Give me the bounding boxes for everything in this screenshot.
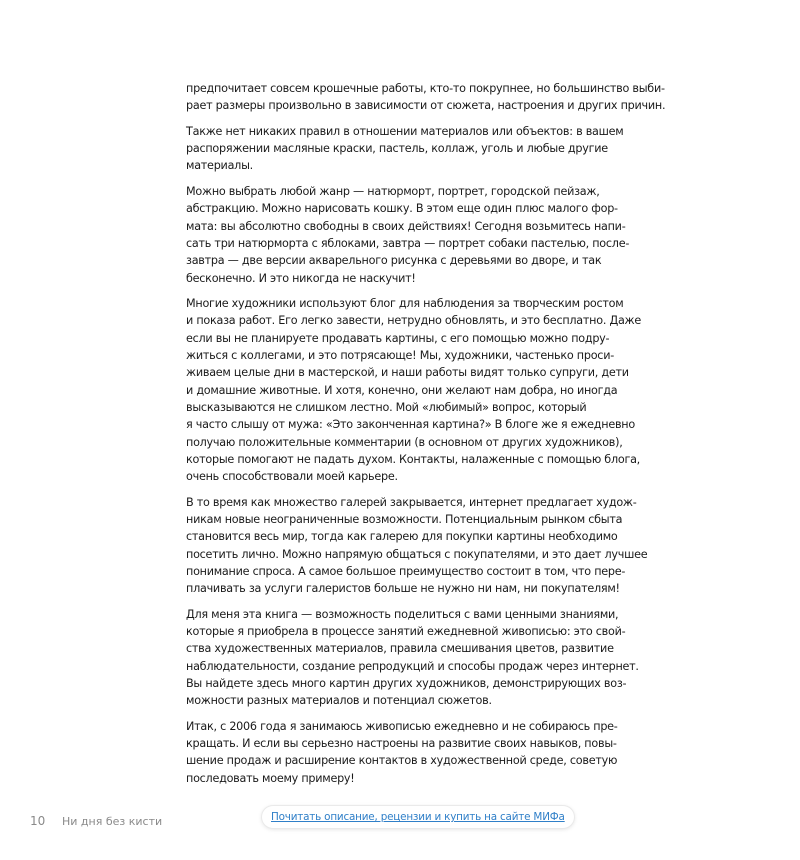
text-line: становится весь мир, тогда как галерею для покупки картины необходимо bbox=[186, 530, 618, 544]
text-line: Также нет никаких правил в отношении материалов или объектов: в вашем bbox=[186, 124, 624, 138]
text-line: можности разных материалов и потенциал сюжетов. bbox=[186, 694, 492, 708]
text-line: сать три натюрморта с яблоками, завтра — портрет собаки пастелью, после- bbox=[186, 236, 630, 250]
paragraph bbox=[186, 183, 630, 287]
text-line: посетить лично. Можно напрямую общаться с покупателями, и это дает лучшее bbox=[186, 547, 648, 561]
text-line: ства художественных материалов, правила смешивания цветов, развитие bbox=[186, 642, 614, 656]
text-line: которые помогают не падать духом. Контакты, налаженные с помощью блога, bbox=[186, 452, 640, 466]
text-line: абстракцию. Можно нарисовать кошку. В этом еще один плюс малого фор- bbox=[186, 202, 618, 216]
text-line: и домашние животные. И хотя, конечно, они желают нам добра, но иногда bbox=[186, 383, 618, 397]
text-line: понимание спроса. А самое большое преимущество состоит в том, что пере- bbox=[186, 564, 626, 578]
text-line: наблюдательности, создание репродукций и способы продаж через интернет. bbox=[186, 659, 639, 673]
text-line: Многие художники используют блог для наблюдения за творческим ростом bbox=[186, 297, 624, 311]
text-line: завтра — две версии акварельного рисунка с деревьями во дворе, и так bbox=[186, 254, 602, 268]
text-line: бесконечно. И это никогда не наскучит! bbox=[186, 271, 416, 285]
text-line: Вы найдете здесь много картин других художников, демонстрирующих воз- bbox=[186, 676, 627, 690]
page-number: 10 bbox=[30, 814, 46, 828]
text-line: мата: вы абсолютно свободны в своих действиях! Сегодня возьмитесь напи- bbox=[186, 219, 626, 233]
text-line: если вы не планируете продавать картины, с его помощью можно подру- bbox=[186, 331, 610, 345]
text-line: очень способствовали моей карьере. bbox=[186, 470, 398, 484]
text-line: и показа работ. Его легко завести, нетрудно обновлять, и это бесплатно. Даже bbox=[186, 314, 642, 328]
text-line: последовать моему примеру! bbox=[186, 771, 355, 785]
text-line: живаем целые дни в мастерской, и наши работы видят только супруги, дети bbox=[186, 366, 629, 380]
running-footer-title: Ни дня без кисти bbox=[62, 815, 163, 828]
paragraph bbox=[186, 123, 624, 175]
text-line: кращать. И если вы серьезно настроены на развитие своих навыков, повы- bbox=[186, 737, 617, 751]
buy-on-mif-link[interactable]: Почитать описание, рецензии и купить на сайте МИФа bbox=[262, 806, 574, 828]
text-line: материалы. bbox=[186, 159, 253, 173]
text-line: рает размеры произвольно в зависимости от сюжета, настроения и других причин. bbox=[186, 99, 666, 113]
paragraph bbox=[186, 295, 642, 485]
text-line: я часто слышу от мужа: «Это законченная картина?» В блоге же я ежедневно bbox=[186, 418, 635, 432]
text-line: никам новые неограниченные возможности. Потенциальным рынком сбыта bbox=[186, 513, 623, 527]
text-line: высказываются не слишком лестно. Мой «любимый» вопрос, который bbox=[186, 400, 587, 414]
text-line: распоряжении масляные краски, пастель, коллаж, уголь и любые другие bbox=[186, 142, 608, 156]
text-line: получаю положительные комментарии (в основном от других художников), bbox=[186, 435, 623, 449]
text-line: Можно выбрать любой жанр — натюрморт, портрет, городской пейзаж, bbox=[186, 185, 600, 199]
text-line: которые я приобрела в процессе занятий ежедневной живописью: это свой- bbox=[186, 625, 626, 639]
text-line: плачивать за услуги галеристов больше не нужно ни нам, ни покупателям! bbox=[186, 582, 620, 596]
paragraph bbox=[186, 80, 666, 115]
paragraph bbox=[186, 606, 639, 710]
paragraph bbox=[186, 718, 618, 787]
text-line: В то время как множество галерей закрывается, интернет предлагает худож- bbox=[186, 495, 637, 509]
body-text bbox=[186, 80, 666, 795]
text-line: Итак, с 2006 года я занимаюсь живописью ежедневно и не собираюсь пре- bbox=[186, 719, 618, 733]
text-line: предпочитает совсем крошечные работы, кто-то покрупнее, но большинство выби- bbox=[186, 82, 665, 95]
text-line: шение продаж и расширение контактов в художественной среде, советую bbox=[186, 754, 618, 768]
paragraph bbox=[186, 494, 648, 598]
text-line: Для меня эта книга — возможность поделиться с вами ценными знаниями, bbox=[186, 607, 619, 621]
text-line: житься с коллегами, и это потрясающе! Мы, художники, частенько проси- bbox=[186, 349, 614, 363]
